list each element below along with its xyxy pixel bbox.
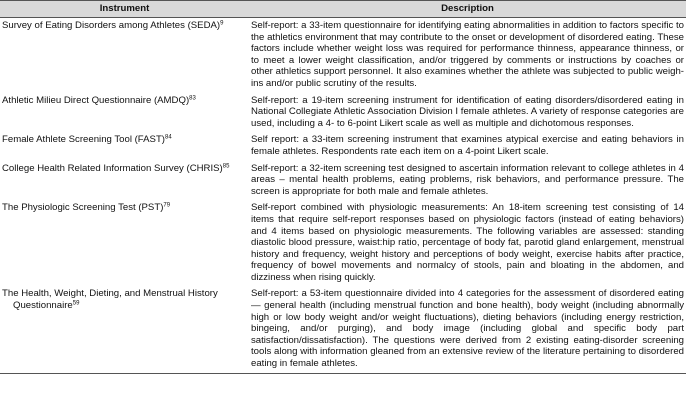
table-header-row: [0, 1, 686, 18]
reference-number: 59: [72, 300, 80, 307]
instrument-name: Female Athlete Screening Tool (FAST): [2, 134, 165, 146]
reference-number: 9: [220, 20, 224, 27]
instrument-cell: [0, 132, 249, 160]
instrument-cell: [0, 161, 249, 201]
instrument-name: Athletic Milieu Direct Questionnaire (AMDQ): [2, 94, 190, 106]
instrument-cell: [0, 93, 249, 133]
reference-number: 85: [222, 163, 230, 170]
instrument-cell: [0, 200, 249, 286]
description-cell: Self report: a 33-item screening instrument that examines atypical exercise and eating behaviors in female athletes. Respondents rate each item on a 4-point Likert scale.: [251, 134, 684, 157]
instrument-name: The Health, Weight, Dieting, and Menstrual History Questionnaire: [2, 288, 218, 312]
table-row: [0, 161, 686, 201]
description-column-header: Description: [249, 1, 686, 18]
table-row: [0, 93, 686, 133]
instrument-name: The Physiologic Screening Test (PST): [2, 202, 164, 214]
description-cell: Self-report combined with physiologic measurements: An 18-item screening test consisting of 14 items that require self-report responses based on physiologic factors (instead of eating behaviors) and 4 items based on physiologic measurements. The following variables are assessed: standing diastolic blood pressure, waist:hip ratio, percentage of body fat, parotid gland enlargement, menstrual history and frequency, weight history and perceptions of body weight, exercise habits after practice, frequency of bowel movements and normalcy of stools, pain and bloating in the abdomen, and dizziness when rising quickly.: [251, 202, 684, 283]
reference-number: 83: [189, 95, 196, 102]
description-cell: Self-report: a 19-item screening instrument for identification of eating disorders/disordered eating in National Collegiate Athletic Association Division I female athletes. A variety of response categories are used, including a 4- to 6-point Likert scale as well as multiple and dichotomous responses.: [251, 94, 684, 129]
table-row: [0, 286, 686, 373]
instrument-name: Survey of Eating Disorders among Athletes (SEDA): [2, 20, 221, 31]
table-row: [0, 18, 686, 93]
description-cell: Self-report: a 33-item questionnaire for identifying eating abnormalities in addition to factors specific to the athletics environment that may contribute to the onset or development of disordered eating. These factors include whether weight loss was required for performance thinness, appearance thinness, or to meet a lower weight classification, and/or triggered by comments or instructions by coaches or other athletics support personnel. It also examines whether the athlete was subjected to public weigh-ins and/or public scrutiny of the results.: [251, 20, 684, 89]
table-row: [0, 200, 686, 286]
instrument-cell: [0, 18, 249, 93]
reference-number: 84: [165, 134, 172, 141]
instrument-column-header: Instrument: [0, 1, 249, 18]
instrument-cell: [0, 286, 249, 373]
instrument-name: College Health Related Information Survey (CHRIS): [2, 162, 223, 174]
table-row: [0, 132, 686, 160]
description-cell: Self-report: a 32-item screening test designed to ascertain information relevant to college athletes in 4 areas – mental health problems, eating problems, risk behaviors, and performance pressure. The screen is appropriate for both male and female athletes.: [251, 162, 684, 197]
description-cell: Self-report: a 53-item questionnaire divided into 4 categories for the assessment of disordered eating — general health (including menstrual function and bone health), body weight (including abnormally high or low body weight and/or weight fluctuations), dieting behaviors (including energy restriction, bingeing, and/or purging), and body image (including global and specific body part satisfaction/dissatisfaction). The questions were derived from 2 existing eating-disorder screening tools along with information gleaned from an extensive review of the literature pertaining to disordered eating in female athletes.: [249, 286, 686, 373]
reference-number: 79: [163, 202, 171, 209]
